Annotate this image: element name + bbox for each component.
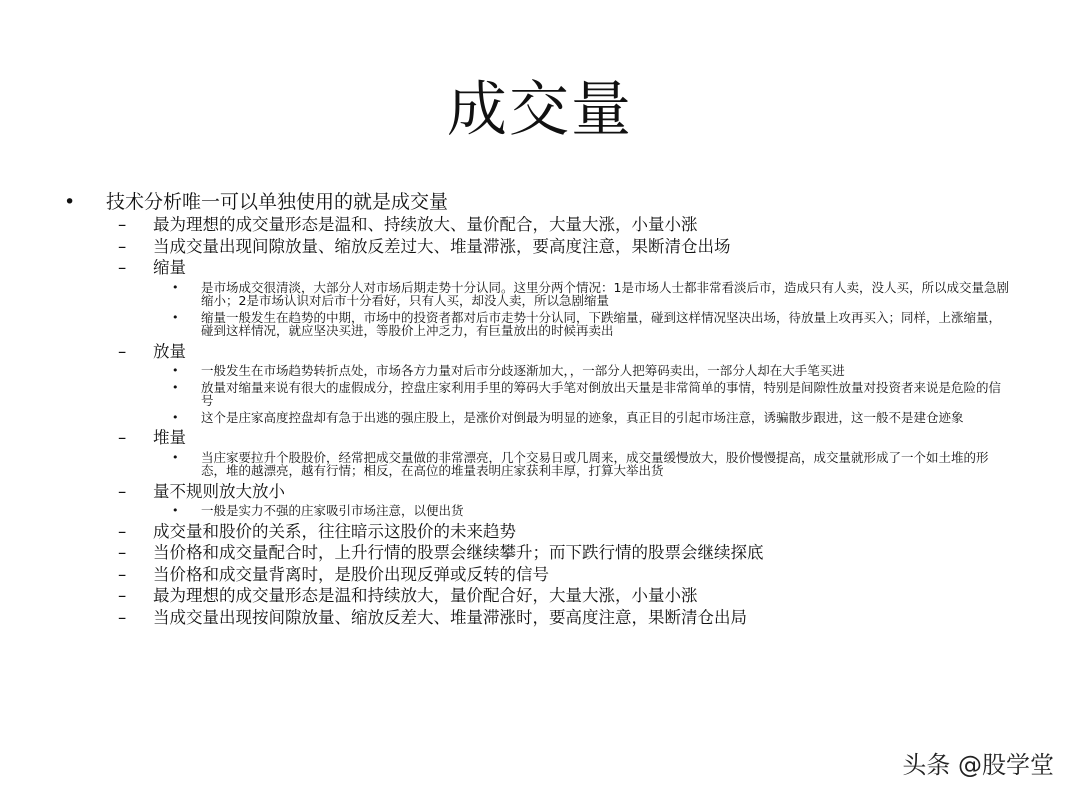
dash-mark: – [118,521,127,541]
sub-bullet-tail [0,607,1080,629]
small-dot: • [172,410,179,424]
slide-title: 成交量 [447,75,633,145]
sub-bullet-text: 最为理想的成交量形态是温和、持续放大、量价配合，大量大涨，小量小涨 [153,215,698,234]
detail-text: 一般发生在市场趋势转折点处，市场各方力量对后市分歧逐渐加大，，一部分人把筹码卖出，一部分人却在大手笔买进 [201,363,845,378]
sub-bullet-text: 当成交量出现间隙放量、缩放反差过大、堆量滞涨，要高度注意，果断清仓出场 [153,236,731,256]
small-dot: • [172,310,179,324]
dash-mark: – [118,258,127,277]
sub-bullet-pile [0,427,1080,449]
detail-item [0,411,1080,425]
sub-bullet-tail [0,585,1080,607]
detail-item [0,281,1080,308]
sub-bullet-tail [0,564,1080,586]
sub-bullet-text: 放量 [153,341,186,361]
sub-bullet-text: 量不规则放大放小 [153,481,285,501]
bullet-list [0,190,1080,628]
sub-bullet-expand [0,341,1080,363]
dash-mark: – [118,607,127,627]
detail-item [0,364,1080,378]
small-dot: • [172,504,179,517]
dash-mark: – [118,543,127,562]
bullet-text: 技术分析唯一可以单独使用的就是成交量 [106,191,449,213]
bullet-main [0,190,1080,214]
detail-item [0,381,1080,408]
dash-mark: – [118,481,127,501]
sub-bullet-tail [0,542,1080,564]
sub-bullet-text: 当成交量出现按间隙放量、缩放反差大、堆量滞涨时，要高度注意，果断清仓出局 [153,607,747,627]
bullet-dot: • [64,191,76,213]
dash-mark: – [118,215,127,234]
sub-bullet-text: 缩量 [153,258,186,277]
dash-mark: – [118,428,127,447]
small-dot: • [172,450,179,464]
watermark: 头条 @股学堂 [902,751,1054,779]
sub-bullet-text: 成交量和股价的关系，往往暗示这股价的未来趋势 [153,521,516,541]
detail-text: 当庄家要拉升个股股价，经常把成交量做的非常漂亮，几个交易日或几周来，成交量缓慢放大，股价慢慢提高，成交量就形成了一个如土堆的形态，堆的越漂亮，越有行情；相反，在高位的堆量表明庄家获利丰厚，打算大举出货 [201,449,989,478]
sub-bullet-shrink [0,257,1080,279]
dash-mark: – [118,236,127,256]
small-dot: • [172,280,179,294]
detail-item [0,504,1080,518]
sub-bullet-text: 最为理想的成交量形态是温和持续放大，量价配合好，大量大涨，小量小涨 [153,586,698,605]
dash-mark: – [118,564,127,584]
sub-bullet-text: 堆量 [153,428,186,447]
detail-text: 缩量一般发生在趋势的中期，市场中的投资者都对后市走势十分认同，下跌缩量，碰到这样情况坚决出场，待放量上攻再买入；同样，上涨缩量，碰到这样情况，就应坚决买进，等股价上冲乏力，有巨量放出的时候再卖出 [201,309,1002,338]
dash-mark: – [118,586,127,605]
sub-bullet-irregular [0,481,1080,503]
small-dot: • [172,364,179,377]
sub-bullet-text: 当价格和成交量背离时，是股价出现反弹或反转的信号 [153,564,549,584]
sub-bullet-warning [0,236,1080,258]
sub-bullet-ideal [0,214,1080,236]
dash-mark: – [118,341,127,361]
detail-text: 一般是实力不强的庄家吸引市场注意，以便出货 [201,503,464,518]
detail-text: 是市场成交很清淡，大部分人对市场后期走势十分认同。这里分两个情况：1是市场人士都非常看淡后市，造成只有人卖，没人买，所以成交量急剧缩小；2是市场认识对后市十分看好，只有人买，却没人卖，所以急剧缩量 [201,279,1009,308]
sub-bullet-tail [0,521,1080,543]
detail-item [0,311,1080,338]
detail-text: 放量对缩量来说有很大的虚假成分，控盘庄家利用手里的筹码大手笔对倒放出天量是非常简单的事情，特别是间隙性放量对投资者来说是危险的信号 [201,379,1002,408]
small-dot: • [172,380,179,394]
detail-item [0,451,1080,478]
detail-text: 这个是庄家高度控盘却有急于出逃的强庄股上，是涨价对倒最为明显的迹象，真正目的引起市场注意，诱骗散步跟进，这一般不是建仓迹象 [201,409,964,425]
sub-bullet-text: 当价格和成交量配合时，上升行情的股票会继续攀升；而下跌行情的股票会继续探底 [153,543,764,562]
